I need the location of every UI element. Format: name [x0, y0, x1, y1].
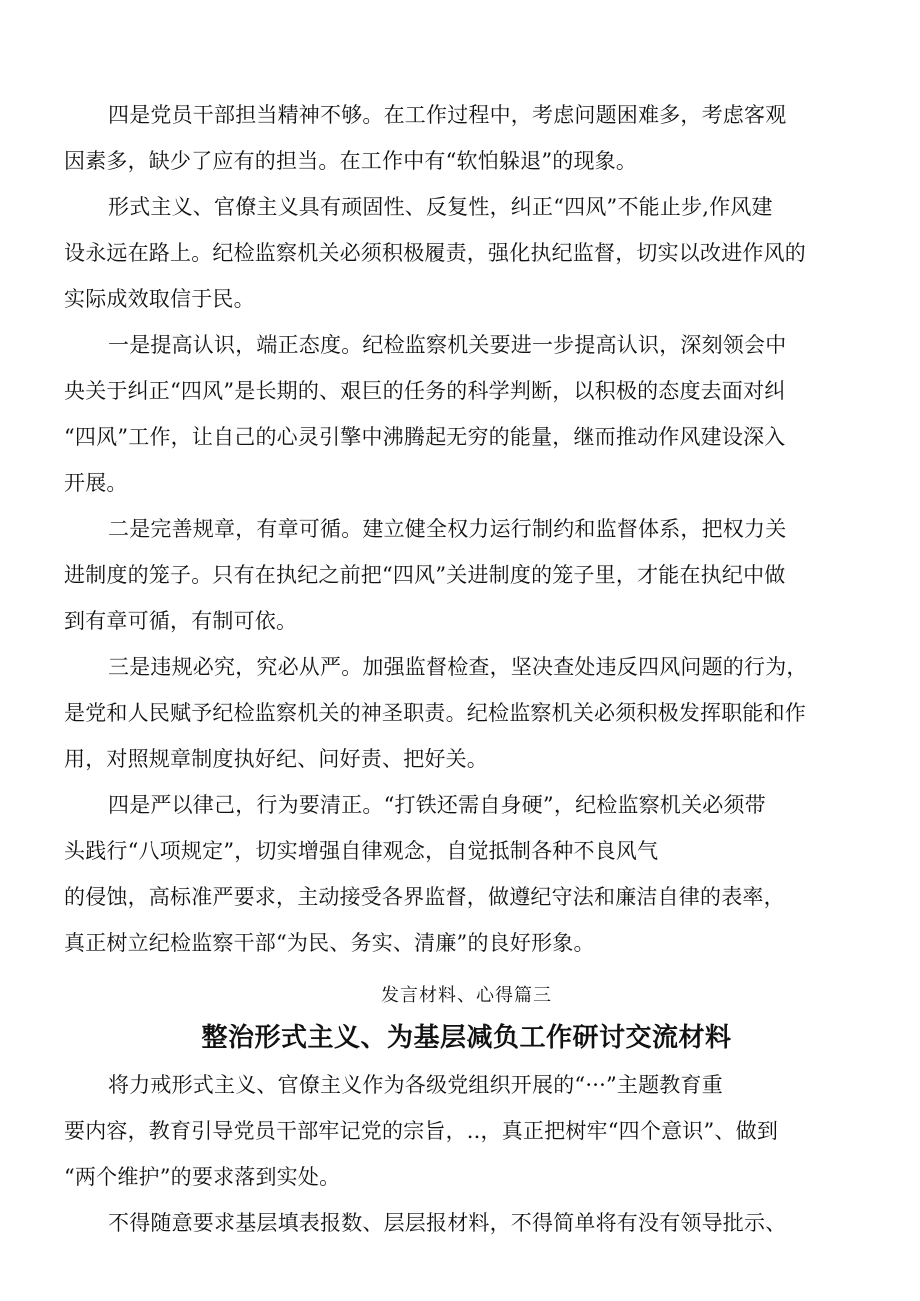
- text-line: 的侵蚀，高标准严要求，主动接受各界监督，做遵纪守法和廉洁自律的表率，: [64, 885, 785, 909]
- paragraph: [64, 322, 869, 506]
- text-line: 实际成效取信于民。: [64, 287, 255, 311]
- text-line: 是党和人民赋予纪检监察机关的神圣职责。纪检监察机关必须积极发挥职能和作: [64, 701, 806, 725]
- text-line: 进制度的笼子。只有在执纪之前把“四风”关进制度的笼子里，才能在执纪中做: [64, 563, 786, 587]
- text-line: 不得随意要求基层填表报数、层层报材料，不得简单将有没有领导批示、: [108, 1211, 787, 1235]
- paragraph: [64, 644, 869, 782]
- paragraph: [64, 184, 869, 322]
- text-line: 到有章可循，有制可依。: [64, 609, 298, 633]
- paragraph: [64, 1200, 869, 1246]
- text-line: 将力戒形式主义、官僚主义作为各级党组织开展的“···”主题教育重: [108, 1073, 723, 1097]
- paragraph: [64, 1062, 869, 1200]
- text-line: “两个维护”的要求落到实处。: [64, 1165, 341, 1189]
- paragraph: [64, 506, 869, 644]
- document-page: [64, 92, 869, 1246]
- text-line: 用，对照规章制度执好纪、问好责、把好关。: [64, 747, 488, 771]
- text-line: 四是党员干部担当精神不够。在工作过程中，考虑问题困难多，考虑客观: [108, 103, 787, 127]
- paragraph: [64, 92, 869, 184]
- paragraph-group-after: [64, 1062, 869, 1246]
- section-title: 整治形式主义、为基层减负工作研讨交流材料: [201, 1023, 732, 1053]
- text-line: 因素多，缺少了应有的担当。在工作中有“软怕躲退”的现象。: [64, 149, 638, 173]
- text-line: 三是违规必究，究必从严。加强监督检查，坚决查处违反四风问题的行为，: [108, 655, 808, 679]
- text-line: 设永远在路上。纪检监察机关必须积极履责，强化执纪监督，切实以改进作风的: [64, 241, 806, 265]
- paragraph-group-before: [64, 92, 869, 966]
- paragraph: [64, 782, 869, 966]
- text-line: 头践行“八项规定”，切实增强自律观念，自觉抵制各种不良风气: [64, 839, 659, 863]
- text-line: 央关于纠正“四风”是长期的、艰巨的任务的科学判断，以积极的态度去面对纠: [64, 379, 786, 403]
- text-line: 真正树立纪检监察干部“为民、务实、清廉”的良好形象。: [64, 931, 595, 955]
- text-line: 一是提高认识，端正态度。纪检监察机关要进一步提高认识，深刻领会中: [108, 333, 787, 357]
- text-line: “四风”工作，让自己的心灵引擎中沸腾起无穷的能量，继而推动作风建设深入: [64, 425, 786, 449]
- text-line: 四是严以律己，行为要清正。“打铁还需自身硬”，纪检监察机关必须带: [108, 793, 766, 817]
- text-line: 二是完善规章，有章可循。建立健全权力运行制约和监督体系，把权力关: [108, 517, 787, 541]
- section-subheading: 发言材料、心得篇三: [381, 985, 552, 1006]
- text-line: 形式主义、官僚主义具有顽固性、反复性，纠正“四风”不能止步,作风建: [108, 195, 773, 219]
- text-line: 开展。: [64, 471, 128, 495]
- text-line: 要内容，教育引导党员干部牢记党的宗旨，..，真正把树牢“四个意识”、做到: [64, 1119, 779, 1143]
